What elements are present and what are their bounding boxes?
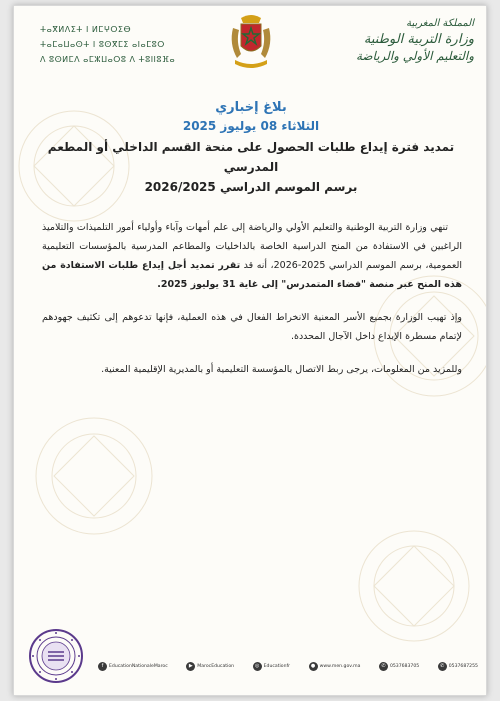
document-type: بلاغ إخباري [215, 100, 287, 115]
tifinagh-ministry-name [40, 22, 190, 67]
paragraph-1-text: تنهي وزارة التربية الوطنية والتعليم الأولي والرياضة إلى علم أمهات وآباء وأولياء أمور التلميذات والتلاميذ الراغبين في الاستفادة من المنح الدراسية الخاصة بالداخليات والمطاعم المدرسية بالمؤسسات التعليمية العمومية، برسم الموسم الدراسي 2025-2026، أنه قد [42, 222, 462, 271]
paragraph-2: وإذ تهيب الوزارة بجميع الأسر المعنية الانخراط الفعال في هذه العملية، فإنها تدعوهم إلى تكثيف جهودهم لإتمام مسطرة الإيداع داخل الآجال المحددة. [42, 312, 462, 342]
tifinagh-line: ⵜⴰⵎⴰⵡⴰⵙⵜ ⵏ ⵓⵙⴳⵎⵉ ⴰⵏⴰⵎⵓⵔ [40, 40, 165, 49]
contact-text: Educationfr [263, 663, 291, 669]
website-icon: ● [309, 662, 318, 671]
contact-text: EducationNationaleMaroc [109, 663, 168, 669]
contact-text: 0537687255 [448, 663, 478, 669]
contact-text: 0537683705 [389, 663, 420, 669]
headline [34, 137, 468, 197]
contact-phone[interactable] [379, 662, 419, 671]
fax-icon: ✆ [438, 662, 447, 671]
arabic-ministry-name [314, 18, 474, 63]
contact-instagram[interactable] [253, 662, 290, 671]
instagram-icon: ◎ [253, 662, 262, 671]
title-block [34, 100, 468, 197]
contact-youtube[interactable] [186, 662, 234, 671]
headline-line-2: برسم الموسم الدراسي 2026/2025 [144, 180, 358, 194]
document-page [13, 5, 487, 696]
tifinagh-line: ⵜⴰⴳⵍⴷⵉⵜ ⵏ ⵍⵎⵖⵔⵉⴱ [40, 25, 132, 34]
paragraph-1-emphasis: تقرر تمديد أجل إيداع طلبات الاستفادة من هذه المنح عبر منصة "فضاء المتمدرس" إلى غاية 31 يوليوز 2025. [42, 260, 462, 290]
contact-text: MarocEducation [197, 663, 235, 669]
phone-icon: ✆ [379, 662, 388, 671]
ministry-name: وزارة التربية الوطنية [363, 32, 474, 47]
headline-line-1: تمديد فترة إيداع طلبات الحصول على منحة القسم الداخلي أو المطعم المدرسي [47, 140, 455, 174]
ministry-name-cont: والتعليم الأولي والرياضة [355, 49, 474, 63]
official-stamp-icon [28, 628, 84, 684]
coat-of-arms-icon [227, 14, 275, 72]
document-date: الثلاثاء 08 يوليوز 2025 [182, 119, 320, 133]
contact-text: www.men.gov.ma [319, 663, 361, 669]
tifinagh-line: ⴷ ⵓⵙⵍⵎⴷ ⴰⵎⵣⵡⴰⵔⵓ ⴷ ⵜⵓⵏⵏⵓⴼⴰ [40, 55, 176, 64]
facebook-icon: f [98, 662, 107, 671]
paragraph-3: وللمزيد من المعلومات، يرجى ربط الاتصال بالمؤسسة التعليمية أو بالمديرية الإقليمية المعنية. [101, 364, 462, 375]
announcement-body [42, 218, 462, 393]
letterhead [14, 6, 487, 86]
kingdom-name: المملكة المغربية [406, 18, 474, 29]
paragraph-1 [42, 218, 462, 294]
contact-website[interactable] [309, 662, 361, 671]
contact-facebook[interactable] [98, 662, 168, 671]
contact-fax[interactable] [438, 662, 478, 671]
footer [28, 648, 476, 688]
contact-bar [98, 656, 478, 676]
youtube-icon: ▶ [186, 662, 195, 671]
